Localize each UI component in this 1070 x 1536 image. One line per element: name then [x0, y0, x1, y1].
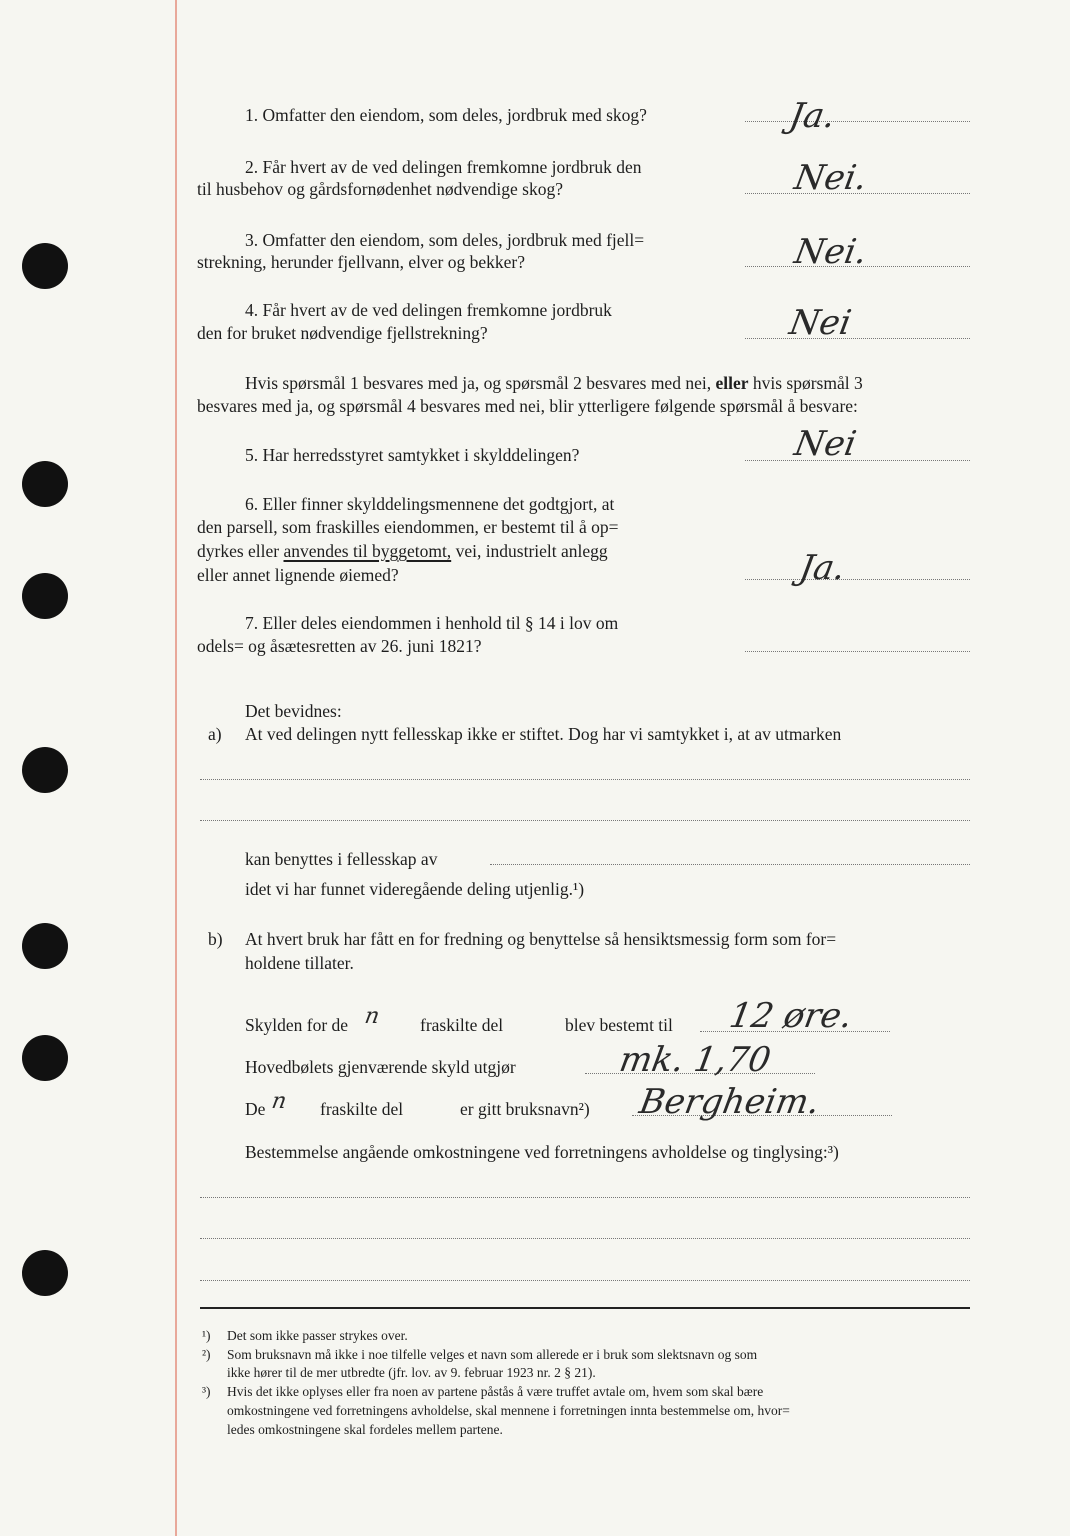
bruk-label-a: De	[245, 1099, 266, 1119]
footnote-3-line3: ledes omkostningene skal fordeles mellem partene.	[227, 1422, 503, 1437]
question-6-line3-b: vei, industrielt anlegg	[455, 541, 608, 561]
punch-hole	[22, 573, 68, 619]
fill-line	[200, 820, 970, 821]
instruction-text-b: hvis spørsmål 3	[752, 373, 863, 393]
question-7-line1: 7. Eller deles eiendommen i henhold til § 14 i lov om	[245, 613, 619, 633]
question-2-answer: Nei.	[791, 158, 871, 198]
question-6-line1: 6. Eller finner skylddelingsmennene det godtgjort, at	[245, 494, 615, 514]
question-6-underlined: anvendes til byggetomt,	[283, 541, 452, 561]
answer-line	[745, 460, 970, 461]
punch-hole	[22, 461, 68, 507]
question-5-answer: Nei	[791, 424, 860, 464]
item-b-label: b)	[208, 929, 223, 949]
instruction-line1	[245, 371, 863, 395]
question-5-text: 5. Har herredsstyret samtykket i skylddelingen?	[245, 445, 580, 465]
instruction-text-a: Hvis spørsmål 1 besvares med ja, og spørsmål 2 besvares med nei,	[245, 373, 712, 393]
answer-line	[745, 651, 970, 652]
bruk-label-c: er gitt bruksnavn²)	[460, 1099, 590, 1119]
bruk-label-b: fraskilte del	[320, 1099, 404, 1119]
item-a-line3: kan benyttes i fellesskap av	[245, 849, 438, 869]
fill-line	[200, 1280, 970, 1281]
question-4-line2: den for bruket nødvendige fjellstrekning?	[197, 323, 488, 343]
question-3-answer: Nei.	[791, 232, 871, 272]
question-2-line2: til husbehov og gårdsfornødenhet nødvendige skog?	[197, 179, 563, 199]
question-1-text: 1. Omfatter den eiendom, som deles, jordbruk med skog?	[245, 105, 647, 125]
question-6-line2: den parsell, som fraskilles eiendommen, er bestemt til å op=	[197, 517, 619, 537]
question-6-line3	[197, 539, 608, 563]
question-6-line3-a: dyrkes eller	[197, 541, 280, 561]
item-a-line4: idet vi har funnet videregående deling utjenlig.¹)	[245, 879, 585, 899]
skyld-handwritten-n: n	[362, 1004, 382, 1029]
answer-line	[745, 338, 970, 339]
fill-line	[200, 1238, 970, 1239]
item-a-text: At ved delingen nytt fellesskap ikke er stiftet. Dog har vi samtykket i, at av utmarken	[245, 724, 842, 744]
fill-line	[200, 1197, 970, 1198]
question-3-line2: strekning, herunder fjellvann, elver og bekker?	[197, 252, 525, 272]
item-a-label: a)	[208, 724, 222, 744]
bruk-value: Bergheim.	[636, 1082, 823, 1122]
skyld-label-b: fraskilte del	[420, 1015, 504, 1035]
footnote-2-line1: Som bruksnavn må ikke i noe tilfelle velges et navn som allerede er i bruk som slektsnavn og som	[227, 1347, 758, 1362]
instruction-line2: besvares med ja, og spørsmål 4 besvares med nei, blir ytterligere følgende spørsmål å besvare:	[197, 396, 858, 416]
answer-line	[745, 579, 970, 580]
punch-hole	[22, 747, 68, 793]
omk-label: Bestemmelse angående omkostningene ved forretningens avholdelse og tinglysing:³)	[245, 1142, 839, 1162]
footnote-2-mark: ²)	[202, 1347, 211, 1362]
question-6-answer: Ja.	[796, 548, 849, 588]
punch-hole	[22, 1250, 68, 1296]
footnote-rule	[200, 1307, 970, 1309]
certification-heading: Det bevidnes:	[245, 701, 342, 721]
hoved-label: Hovedbølets gjenværende skyld utgjør	[245, 1057, 516, 1077]
question-3-line1: 3. Omfatter den eiendom, som deles, jordbruk med fjell=	[245, 230, 645, 250]
margin-line	[175, 0, 177, 1536]
punch-hole	[22, 243, 68, 289]
question-6-line4: eller annet lignende øiemed?	[197, 565, 399, 585]
question-4-answer: Nei	[786, 303, 855, 343]
fill-line	[490, 864, 970, 865]
footnote-1-mark: ¹)	[202, 1328, 211, 1343]
punch-hole	[22, 1035, 68, 1081]
footnote-3-mark: ³)	[202, 1384, 211, 1399]
answer-line	[745, 121, 970, 122]
item-b-text2: holdene tillater.	[245, 953, 354, 973]
instruction-bold: eller	[715, 373, 749, 393]
footnote-1: Det som ikke passer strykes over.	[227, 1328, 408, 1343]
question-7-line2: odels= og åsætesretten av 26. juni 1821?	[197, 636, 482, 656]
skyld-label-a: Skylden for de	[245, 1015, 349, 1035]
punch-hole	[22, 923, 68, 969]
fill-line	[200, 779, 970, 780]
footnote-2-line2: ikke hører til de mer utbredte (jfr. lov. av 9. februar 1923 nr. 2 § 21).	[227, 1365, 596, 1380]
question-1-answer: Ja.	[786, 96, 839, 136]
hoved-value: mk. 1,70	[616, 1040, 774, 1080]
footnote-3-line2: omkostningene ved forretningens avholdelse, skal mennene i forretningen innta bestemmelse om, hvor=	[227, 1403, 790, 1418]
question-2-line1: 2. Får hvert av de ved delingen fremkomne jordbruk den	[245, 157, 642, 177]
question-4-line1: 4. Får hvert av de ved delingen fremkomne jordbruk	[245, 300, 612, 320]
skyld-label-c: blev bestemt til	[565, 1015, 673, 1035]
bruk-handwritten-n: n	[269, 1089, 289, 1114]
footnote-3-line1: Hvis det ikke oplyses eller fra noen av partene påstås å være truffet avtale om, hvem som skal bære	[227, 1384, 764, 1399]
item-b-text1: At hvert bruk har fått en for fredning og benyttelse så hensiktsmessig form som for=	[245, 929, 837, 949]
skyld-value: 12 øre.	[726, 996, 856, 1036]
